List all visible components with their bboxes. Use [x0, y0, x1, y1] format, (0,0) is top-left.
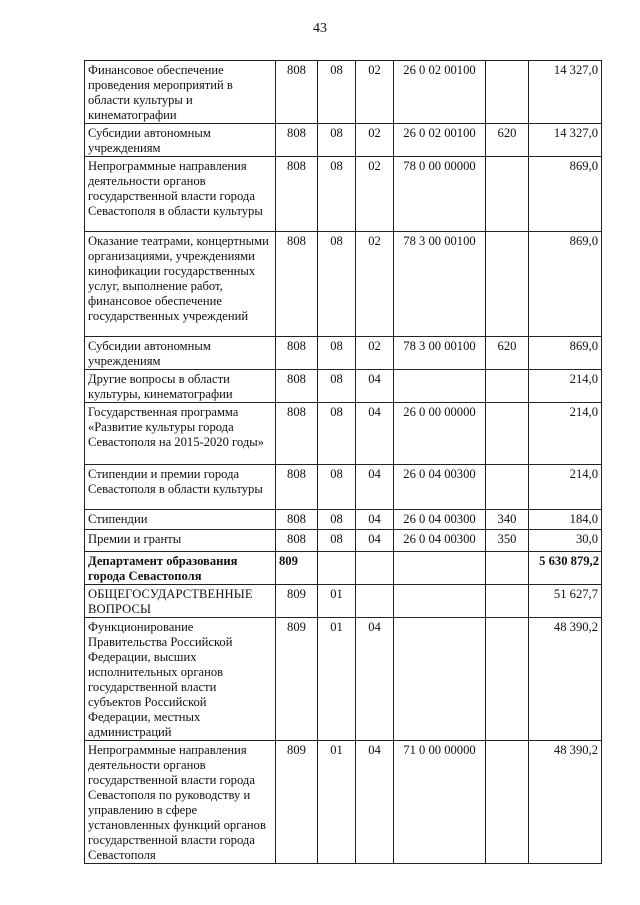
section-code: 08	[318, 403, 356, 465]
table-row	[85, 157, 602, 232]
target-article-code: 26 0 00 00000	[394, 403, 486, 465]
section-code: 08	[318, 370, 356, 403]
section-code: 08	[318, 510, 356, 530]
amount: 51 627,7	[529, 585, 602, 618]
expense-type-code: 350	[486, 530, 529, 552]
table-row	[85, 232, 602, 337]
expense-type-code	[486, 465, 529, 510]
ministry-code: 808	[276, 124, 318, 157]
amount: 48 390,2	[529, 741, 602, 864]
ministry-code: 808	[276, 465, 318, 510]
section-code: 08	[318, 61, 356, 124]
subsection-code: 02	[356, 232, 394, 337]
target-article-code: 78 3 00 00100	[394, 337, 486, 370]
table-row	[85, 552, 602, 585]
section-code: 08	[318, 232, 356, 337]
ministry-code: 808	[276, 61, 318, 124]
item-name: Функционирование Правительства Российской Федерации, высших исполнительных органов государственной власти субъектов Российской Федерации, местных администраций	[85, 618, 276, 741]
amount: 214,0	[529, 465, 602, 510]
section-code: 08	[318, 337, 356, 370]
ministry-code: 808	[276, 337, 318, 370]
subsection-code: 04	[356, 370, 394, 403]
subsection-code	[356, 585, 394, 618]
amount: 14 327,0	[529, 61, 602, 124]
item-name: Премии и гранты	[85, 530, 276, 552]
expense-type-code	[486, 585, 529, 618]
expense-type-code: 340	[486, 510, 529, 530]
expense-type-code	[486, 370, 529, 403]
expense-type-code	[486, 618, 529, 741]
subsection-code: 02	[356, 337, 394, 370]
item-name: Государственная программа «Развитие культуры города Севастополя на 2015-2020 годы»	[85, 403, 276, 465]
table-row	[85, 124, 602, 157]
table-row	[85, 510, 602, 530]
table-row	[85, 403, 602, 465]
ministry-code: 809	[276, 585, 318, 618]
amount: 214,0	[529, 403, 602, 465]
table-row	[85, 370, 602, 403]
target-article-code	[394, 585, 486, 618]
ministry-code: 809	[276, 552, 318, 585]
amount: 30,0	[529, 530, 602, 552]
target-article-code: 71 0 00 00000	[394, 741, 486, 864]
section-code: 08	[318, 465, 356, 510]
item-name: ОБЩЕГОСУДАРСТВЕННЫЕ ВОПРОСЫ	[85, 585, 276, 618]
subsection-code: 02	[356, 61, 394, 124]
table-row	[85, 618, 602, 741]
table-row	[85, 337, 602, 370]
expense-type-code	[486, 741, 529, 864]
section-code: 01	[318, 741, 356, 864]
item-name: Другие вопросы в области культуры, кинематографии	[85, 370, 276, 403]
ministry-code: 808	[276, 510, 318, 530]
expense-type-code	[486, 552, 529, 585]
item-name: Стипендии и премии города Севастополя в области культуры	[85, 465, 276, 510]
subsection-code: 04	[356, 403, 394, 465]
target-article-code: 26 0 02 00100	[394, 61, 486, 124]
target-article-code: 26 0 04 00300	[394, 510, 486, 530]
target-article-code: 26 0 02 00100	[394, 124, 486, 157]
section-code: 01	[318, 618, 356, 741]
item-name: Непрограммные направления деятельности органов государственной власти города Севастополя по руководству и управлению в сфере установленных функций органов государственной власти города Севастополя	[85, 741, 276, 864]
item-name: Оказание театрами, концертными организациями, учреждениями кинофикации государственных услуг, выполнение работ, финансовое обеспечение государственных учреждений	[85, 232, 276, 337]
section-code: 08	[318, 124, 356, 157]
ministry-code: 809	[276, 741, 318, 864]
subsection-code: 02	[356, 157, 394, 232]
subsection-code: 04	[356, 741, 394, 864]
ministry-code: 808	[276, 370, 318, 403]
amount: 869,0	[529, 157, 602, 232]
budget-table	[84, 60, 602, 864]
table-row	[85, 741, 602, 864]
ministry-code: 808	[276, 530, 318, 552]
target-article-code: 26 0 04 00300	[394, 465, 486, 510]
subsection-code: 04	[356, 618, 394, 741]
ministry-code: 809	[276, 618, 318, 741]
section-code: 08	[318, 530, 356, 552]
ministry-code: 808	[276, 157, 318, 232]
subsection-code	[356, 552, 394, 585]
table-row	[85, 585, 602, 618]
section-code: 01	[318, 585, 356, 618]
expense-type-code: 620	[486, 337, 529, 370]
expense-type-code: 620	[486, 124, 529, 157]
expense-type-code	[486, 157, 529, 232]
subsection-code: 02	[356, 124, 394, 157]
target-article-code	[394, 552, 486, 585]
item-name: Субсидии автономным учреждениям	[85, 124, 276, 157]
expense-type-code	[486, 232, 529, 337]
item-name: Финансовое обеспечение проведения мероприятий в области культуры и кинематографии	[85, 61, 276, 124]
target-article-code	[394, 370, 486, 403]
table-row	[85, 61, 602, 124]
item-name: Непрограммные направления деятельности органов государственной власти города Севастополя в области культуры	[85, 157, 276, 232]
amount: 869,0	[529, 337, 602, 370]
ministry-code: 808	[276, 232, 318, 337]
expense-type-code	[486, 403, 529, 465]
amount: 869,0	[529, 232, 602, 337]
page-number: 43	[313, 21, 327, 36]
target-article-code: 78 0 00 00000	[394, 157, 486, 232]
item-name: Департамент образования города Севастополя	[85, 552, 276, 585]
amount: 214,0	[529, 370, 602, 403]
target-article-code: 26 0 04 00300	[394, 530, 486, 552]
subsection-code: 04	[356, 510, 394, 530]
subsection-code: 04	[356, 465, 394, 510]
amount: 14 327,0	[529, 124, 602, 157]
target-article-code: 78 3 00 00100	[394, 232, 486, 337]
amount: 5 630 879,2	[529, 552, 602, 585]
amount: 184,0	[529, 510, 602, 530]
section-code: 08	[318, 157, 356, 232]
table-row	[85, 530, 602, 552]
item-name: Субсидии автономным учреждениям	[85, 337, 276, 370]
expense-type-code	[486, 61, 529, 124]
amount: 48 390,2	[529, 618, 602, 741]
section-code	[318, 552, 356, 585]
table-row	[85, 465, 602, 510]
subsection-code: 04	[356, 530, 394, 552]
target-article-code	[394, 618, 486, 741]
ministry-code: 808	[276, 403, 318, 465]
item-name: Стипендии	[85, 510, 276, 530]
